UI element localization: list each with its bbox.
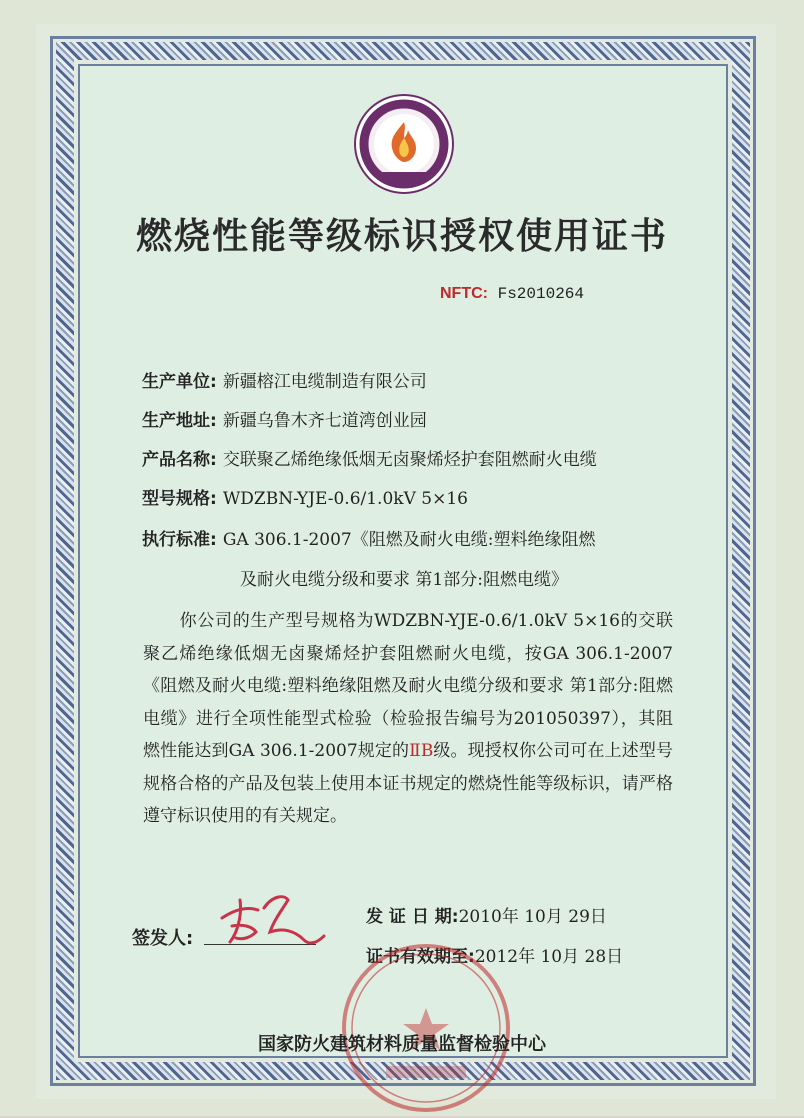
certificate-title: 燃烧性能等级标识授权使用证书 (135, 215, 668, 257)
field-standard-continued: 及耐火电缆分级和要求 第1部分:阻燃电缆》 (240, 570, 568, 590)
certificate-number (440, 285, 584, 303)
paragraph-text-1: 你公司的生产型号规格为WDZBN-YJE-0.6/1.0kV 5×16的交联聚乙烯绝缘低烟无卤聚烯烃护套阻燃耐火电缆，按GA 306.1-2007《阻燃及耐火电缆:塑料绝缘阻燃及耐火电缆分级和要求 第1部分:阻燃电缆》进行全项性能型式检验（检验报告编号为201050397），其阻燃性能达到GA 306.1-2007规定的 (143, 611, 673, 761)
field-label: 生产地址: (142, 411, 217, 431)
field-address (142, 406, 427, 431)
signer-label: 签发人: (132, 928, 194, 949)
fire-center-emblem (352, 92, 456, 196)
field-label: 型号规格: (142, 489, 217, 509)
field-label: 生产单位: (142, 372, 217, 392)
issue-date-label: 发 证 日 期: (366, 907, 459, 927)
field-model (142, 484, 468, 509)
grade-label: ⅡB (409, 741, 434, 761)
field-value: 新疆榕江电缆制造有限公司 (222, 372, 427, 392)
issue-date-value: 2010年 10月 29日 (458, 907, 607, 927)
handwritten-signature (212, 880, 332, 960)
field-product-name (142, 445, 597, 470)
field-manufacturer (142, 367, 427, 392)
field-label: 执行标准: (142, 530, 217, 550)
certificate-number-label: NFTC: (440, 285, 488, 302)
certificate-number-value: Fs2010264 (497, 285, 585, 303)
field-value: WDZBN-YJE-0.6/1.0kV 5×16 (222, 489, 468, 509)
field-label: 产品名称: (142, 450, 217, 470)
valid-until-label: 证书有效期至: (366, 947, 475, 967)
issue-date (366, 902, 607, 927)
field-value: 新疆乌鲁木齐七道湾创业园 (222, 411, 427, 431)
valid-until-value: 2012年 10月 28日 (474, 947, 624, 967)
authorization-paragraph (143, 605, 673, 833)
field-standard (142, 525, 595, 550)
field-value: GA 306.1-2007《阻燃及耐火电缆:塑料绝缘阻燃 (222, 530, 596, 550)
official-seal-stamp (336, 938, 516, 1118)
paragraph-text-2: 级。现授权你公司可在上述型号规格合格的产品及包装上使用本证书规定的燃烧性能等级标识，请严格遵守标识使用的有关规定。 (143, 741, 673, 826)
field-value: 交联聚乙烯绝缘低烟无卤聚烯烃护套阻燃耐火电缆 (222, 450, 597, 470)
issuing-organization: 国家防火建筑材料质量监督检验中心 (258, 1034, 546, 1055)
